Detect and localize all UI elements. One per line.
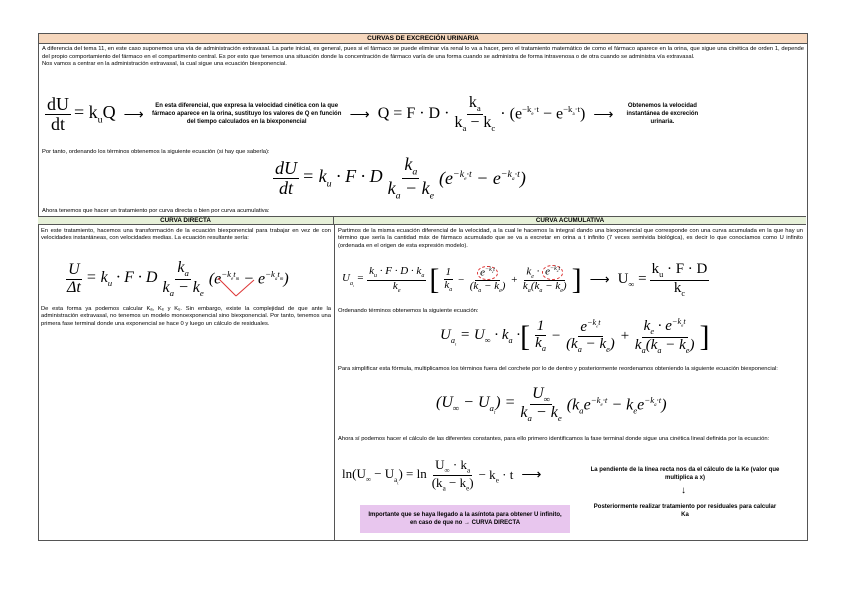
- arrow-down-icon: ↓: [681, 485, 686, 496]
- arrow-icon: ⟶: [123, 105, 144, 122]
- residuals-note: Posteriormente realizar tratamiento por residuales para calcular Ka: [593, 504, 777, 518]
- intro-paragraph-2: Nos vamos a centrar en la administración extravasal, la cual sigue una ecuación biexponencial.: [42, 61, 287, 68]
- mean-rate-equation: $\frac{U}{\Delta t}$ = $k_u \cdot F \cdot D$ $\frac{k_a}{k_a - k_e}$ $(e^{-k_et_m} - e^{-k_at_m})$: [67, 259, 289, 298]
- simplify-text: Para simplificar esta fórmula, multiplicamos los términos fuera del corchete por lo de dentro y posteriormente reordenamos obteniendo la siguiente ecuación biexponencial:: [338, 366, 778, 372]
- direct-curve-intro: En este tratamiento, hacemos una transformación de la ecuación biexponencial para trabajar en vez de con velocidades instantáneas, con velocidades medias. La ecuación resultante sería:: [41, 228, 331, 242]
- rate-note: Obtenemos la velocidad instantánea de excreción urinaria.: [626, 103, 699, 125]
- page-title: CURVAS DE EXCRECIÓN URINARIA: [39, 34, 807, 44]
- equation-row-1: [42, 92, 802, 136]
- direct-curve-heading: CURVA DIRECTA: [38, 217, 334, 224]
- log-linear-equation: $\ln(U_\infty - U_{a_t}) = \ln$ $\frac{U_\infty \cdot k_a}{(k_a - k_e)}$ − $k_e \cdot t$ ⟶: [342, 457, 542, 493]
- differential-equation: $\frac{dU}{dt}$ = $k_uQ$: [47, 93, 116, 134]
- important-note-box: Importante que se haya llegado a la asíntota para obtener U infinito, en caso de que no → CURVA DIRECTA: [360, 505, 570, 533]
- order-terms-text: Ordenando términos obtenemos la siguiente ecuación:: [338, 308, 479, 314]
- biexponential-cumulative-equation: $(U_\infty - U_{a_t})$ = $\frac{U_\infty}{k_a - k_e}$ $(k_ae^{-k_e\cdot t} - k_ee^{-k_a\cdot t})$: [436, 385, 667, 424]
- slope-note: La pendiente de la línea recta nos da el cálculo de la Ke (valor que multiplica a x): [590, 467, 780, 481]
- treatment-text: Ahora tenemos que hacer un tratamiento por curva directa o bien por curva acumulativa:: [42, 208, 270, 214]
- order-text: Por tanto, ordenando los términos obtenemos la siguiente ecuación (si hay que saberla):: [42, 149, 270, 155]
- differential-note: En esta diferencial, que expresa la velocidad cinética con la que fármaco aparece en la orina, sustituyo los valores de Q en función del tiempo calculados en la biexponencial: [151, 103, 342, 125]
- intro-paragraph: A diferencia del tema 11, en este caso suponemos una vía de administración extravasal. La parte inicial, es general, pues si el fármaco se puede eliminar vía renal lo va a hacer, pero el tratamiento matemático de como el fármaco aparece en la orina, que sigue una cinética de orden 1, depende del propio comportamiento del fármaco en el compartimento central. Es por esto que tenemos una situación donde la concentración de fármaco varía de una forma cuando se administra de forma intravenosa o de otra cuando se administra vía extravasal.: [42, 46, 804, 60]
- arrow-icon: ⟶: [349, 105, 370, 122]
- direct-curve-explanation: De esta forma ya podemos calcular Kₐ, Kₑ y Kᵤ. Sin embargo, existe la complejidad de que ante la administración extravasal, no tenemos un modelo monoexponencial sino biexponencial. Por tanto, tenemos una primera fase terminal donde una exponencial se hace 0 y luego un cálculo de residuales.: [41, 306, 331, 327]
- intro-text: [42, 46, 804, 69]
- arrow-icon: ⟶: [593, 105, 614, 122]
- arrow-icon: ⟶: [521, 468, 542, 484]
- cumulative-equation: $U_{a_t} = U_\infty \cdot k_a$ · [ $\frac{1}{k_a}$ − $\frac{e^{-k_et}}{(k_a - k_e)}$ + $\frac{k_e \cdot e^{-k_at}}{k_a(k_a - k_e)}$ ]: [440, 317, 710, 355]
- cumulative-curve-heading: CURVA ACUMULATIVA: [535, 217, 605, 224]
- arrow-icon: ⟶: [589, 272, 610, 288]
- terminal-phase-text: Ahora sí podemos hacer el cálculo de las diferentes constantes, para ello primero identificamos la fase terminal donde sigue una cinética lineal definida por la ecuación:: [338, 436, 770, 442]
- cross-out-mark: [210, 276, 270, 298]
- excretion-rate-equation: $\frac{dU}{dt}$ = $k_u \cdot F \cdot D$ $\frac{k_a}{k_a - k_e}$ $(e^{-k_e\cdot t} - e^{-k_a\cdot t})$: [275, 153, 526, 202]
- cumulative-curve-intro: Partimos de la misma ecuación diferencial de la velocidad, a la cual le hacemos la integral dando una biexponencial que corresponde con una curva acumulada en la que hay un término que sería la cantidad máx de fármaco acumulado que se va a excretar en orina a t infinito (7 veces semivida biológica), es decir lo que conocíamos como U infinito (ordenada en el origen de esta expresión modelo).: [338, 228, 803, 249]
- biexponential-equation: Q = F · D · $\frac{k_a}{k_a - k_c}$ · $(e^{-k_e\cdot t} - e^{-k_a\cdot t})$: [377, 94, 586, 133]
- cumulative-equation-raw: $U_{a_t}$ = $\frac{k_u \cdot F \cdot D \cdot k_a}{k_e}$ [ $\frac{1}{k_a}$ − $\frac{e^{-k_et}}{(k_a - k_e)}$ + $\frac{k_e \cdot e^{-k_at}}{k_a(k_a - k_e)}$ ] ⟶ $U_\infty$ = $\frac{k_u \cdot F \cdot D}{k_c}$: [342, 261, 708, 298]
